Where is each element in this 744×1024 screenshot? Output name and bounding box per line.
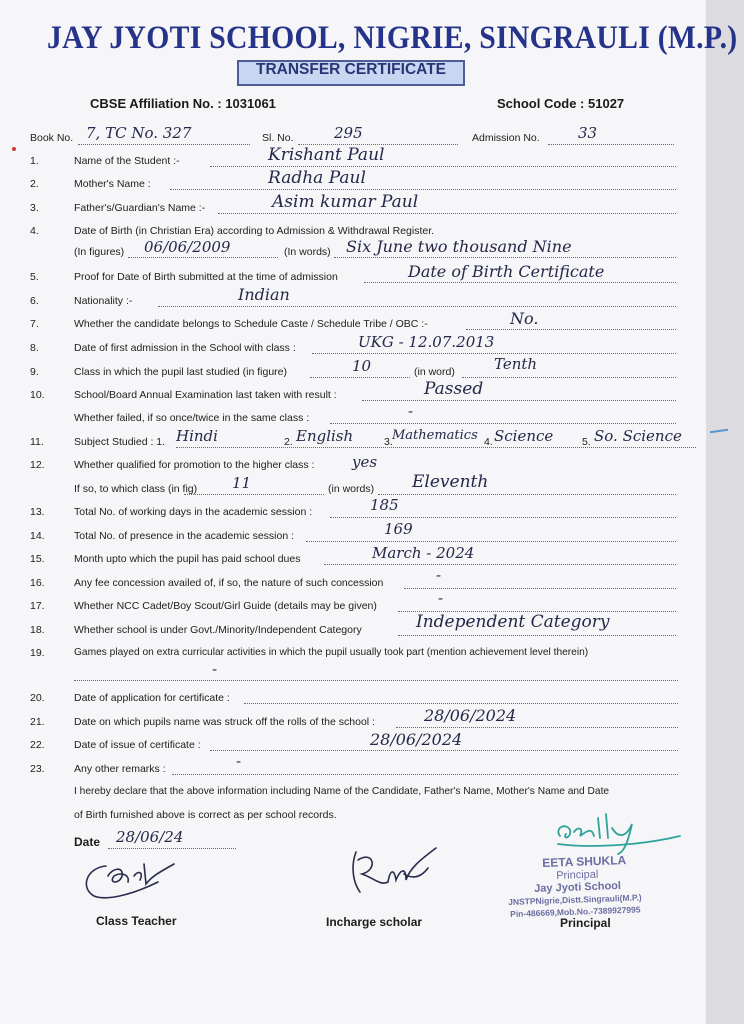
field-11-label: Subject Studied : 1. [74,436,166,448]
declaration-line-2: of Birth furnished above is correct as per school records. [74,809,337,821]
failed-value: - [408,402,414,420]
field-23-number: 23. [30,763,45,775]
field-17-number: 17. [30,600,45,612]
field-10-number: 10. [30,389,45,401]
field-11-number: 11. [30,436,44,448]
exam-result: Passed [424,379,484,399]
field-21-label: Date on which pupils name was struck off the rolls of the school : [74,716,375,728]
admission-no-label: Admission No. [472,132,540,144]
field-16-number: 16. [30,577,45,589]
field-19-label: Games played on extra curricular activities in which the pupil usually took part (mention achievement level therein) [74,647,589,658]
field-18-label: Whether school is under Govt./Minority/Independent Category [74,624,362,636]
class-teacher-label: Class Teacher [96,914,177,928]
field-7-number: 7. [30,318,39,330]
field-1-number: 1. [30,155,39,167]
ncc-scout: - [438,589,444,607]
field-20-number: 20. [30,692,45,704]
field-3-label: Father's/Guardian's Name :- [74,202,206,214]
field-17-label: Whether NCC Cadet/Boy Scout/Girl Guide (details may be given) [74,600,377,612]
field-2-label: Mother's Name : [74,178,151,190]
footer-date-value: 28/06/24 [116,828,184,846]
field-9-number: 9. [30,366,39,378]
last-class-words-label: (in word) [414,366,455,378]
principal-label: Principal [560,916,611,930]
issue-date: 28/06/2024 [370,730,463,749]
last-class-words: Tenth [494,355,538,373]
fee-concession: - [436,566,442,584]
mother-name: Radha Paul [268,168,366,188]
field-22-label: Date of issue of certificate : [74,739,201,751]
field-19-number: 19. [30,647,45,659]
presence-days: 169 [384,520,413,538]
dob-figures-label: (In figures) [74,246,125,258]
cbse-affiliation: CBSE Affiliation No. : 1031061 [90,96,276,111]
incharge-signature [344,840,444,900]
ink-dot [12,147,16,151]
field-12-number: 12. [30,459,45,471]
field-8-label: Date of first admission in the School with class : [74,342,296,354]
subject-5: So. Science [594,427,682,445]
principal-signature [548,808,688,858]
stamp-title: Principal [556,868,599,882]
field-6-label: Nationality :- [74,295,133,307]
certificate-title: TRANSFER CERTIFICATE [255,61,446,78]
stamp-name: EETA SHUKLA [542,853,627,870]
stamp-school: Jay Jyoti School [534,879,622,895]
working-days: 185 [370,496,399,514]
games-played: - [212,660,218,678]
dob-proof: Date of Birth Certificate [408,262,605,281]
declaration-line-1: I hereby declare that the above information including Name of the Candidate, Father's Name, Mother's Name and Date [74,786,610,797]
field-4-number: 4. [30,225,39,237]
field-18-number: 18. [30,624,45,636]
student-name: Krishant Paul [268,145,385,165]
footer-date-label: Date [74,835,101,849]
promotion-words-value: Eleventh [412,472,489,492]
first-admission: UKG - 12.07.2013 [358,333,495,351]
sl-no-label: Sl. No. [262,132,294,144]
sl-no-value: 295 [334,124,363,142]
admission-no-value: 33 [578,124,598,142]
field-10-label: School/Board Annual Examination last taken with result : [74,389,337,401]
father-name: Asim kumar Paul [272,192,419,212]
field-21-number: 21. [30,716,45,728]
field-3-number: 3. [30,202,39,214]
school-name: JAY JYOTI SCHOOL, NIGRIE, SINGRAULI (M.P.) [47,20,738,56]
field-12-label: Whether qualified for promotion to the higher class : [74,459,315,471]
field-20-label: Date of application for certificate : [74,692,230,704]
class-teacher-signature [78,850,188,906]
subject-2: English [296,427,354,445]
promotion-class-figure: 11 [232,474,252,492]
subject-4-number: 4. [484,436,493,448]
book-no-label: Book No. [30,132,74,144]
struck-off-date: 28/06/2024 [424,706,517,725]
field-5-number: 5. [30,271,39,283]
field-5-label: Proof for Date of Birth submitted at the time of admission [74,271,338,283]
field-4-label: Date of Birth (in Christian Era) according to Admission & Withdrawal Register. [74,225,435,237]
nationality: Indian [238,285,290,304]
subject-3-number: 3. [384,436,393,448]
field-23-label: Any other remarks : [74,763,166,775]
stamp-address: JNSTPNigrie,Distt.Singrauli(M.P.) [508,892,642,907]
scan-edge [706,0,744,1024]
other-remarks: - [236,752,242,770]
failed-label: Whether failed, if so once/twice in the same class : [74,412,310,424]
subject-4: Science [494,427,554,445]
dues-paid-month: March - 2024 [372,544,475,562]
incharge-label: Incharge scholar [326,915,423,929]
field-13-label: Total No. of working days in the academic session : [74,506,313,518]
book-no-value: 7, TC No. 327 [86,124,192,142]
field-1-label: Name of the Student :- [74,155,180,167]
field-15-number: 15. [30,553,45,565]
caste-category: No. [510,309,539,328]
field-14-label: Total No. of presence in the academic session : [74,530,295,542]
field-16-label: Any fee concession availed of, if so, the nature of such concession [74,577,384,589]
subject-5-number: 5. [582,436,591,448]
dob-words-label: (In words) [284,246,331,258]
promotion-class-label: If so, to which class (in fig) [74,483,198,495]
school-category: Independent Category [416,612,610,632]
field-8-number: 8. [30,342,39,354]
field-14-number: 14. [30,530,45,542]
field-13-number: 13. [30,506,45,518]
subject-2-number: 2. [284,436,293,448]
last-class-figure: 10 [352,357,372,375]
field-6-number: 6. [30,295,39,307]
promotion-value: yes [352,453,378,471]
field-15-label: Month upto which the pupil has paid school dues [74,553,301,565]
dob-figures-value: 06/06/2009 [144,238,231,256]
field-22-number: 22. [30,739,45,751]
subject-1: Hindi [176,427,218,445]
dob-words-value: Six June two thousand Nine [346,237,572,256]
field-2-number: 2. [30,178,39,190]
field-9-label: Class in which the pupil last studied (in figure) [74,366,288,378]
subject-3: Mathematics [392,428,478,443]
promotion-words-label: (in words) [328,483,375,495]
stamp-pin: Pin-486669,Mob.No.-7389927995 [510,904,641,919]
field-7-label: Whether the candidate belongs to Schedule Caste / Schedule Tribe / OBC :- [74,318,428,330]
school-code: School Code : 51027 [497,96,625,111]
